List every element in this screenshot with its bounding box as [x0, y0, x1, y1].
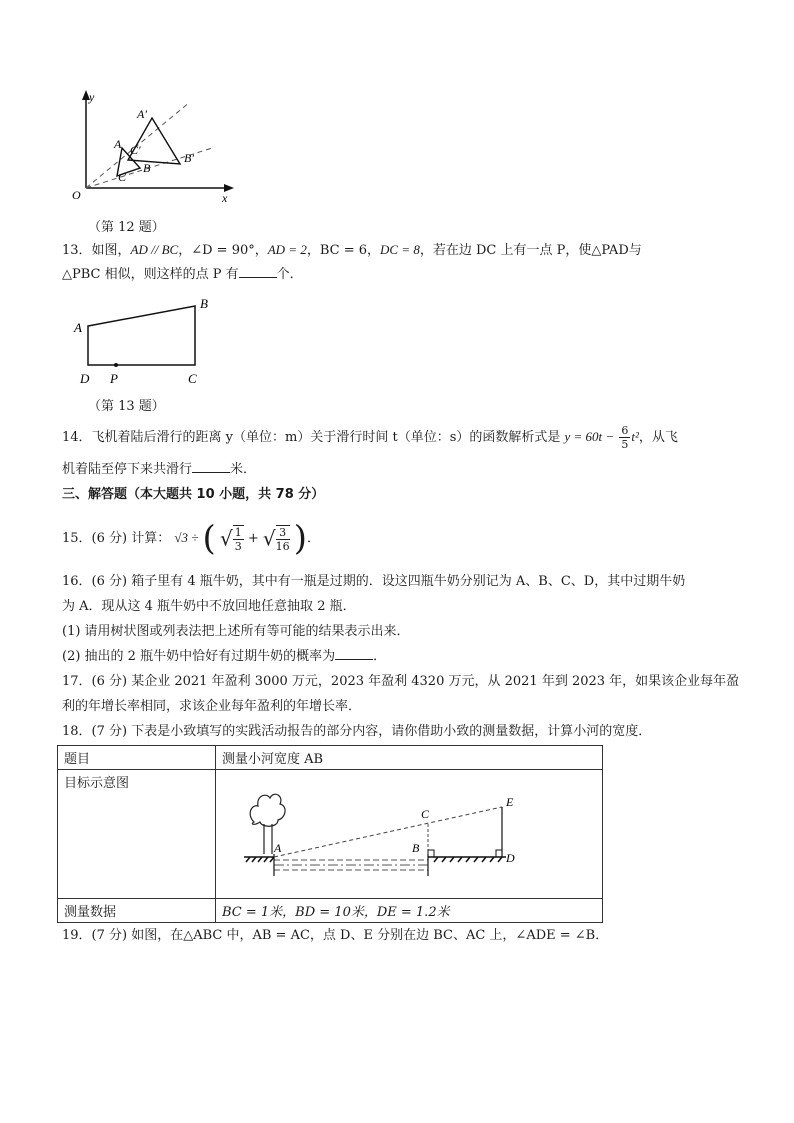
paren-left: (	[202, 518, 216, 559]
q14-line1: 14．飞机着陆后滑行的距离 y（单位：m）关于滑行时间 t（单位：s）的函数解析式是 y = 60t − $\frac{6}{5}$ t²，从飞	[62, 424, 678, 451]
report-table	[57, 745, 603, 923]
figure-q12	[62, 88, 237, 206]
sqrt-fraction-1-3: √ $\frac{1}{3}$	[219, 525, 242, 553]
answer-blank-q16[interactable]	[335, 647, 373, 660]
point-p	[114, 363, 118, 367]
q13-line1: 13．如图，AD // BC，∠D = 90°，AD = 2，BC = 6，DC = 8，若在边 DC 上有一点 P，使△PAD与	[62, 242, 642, 258]
caption-q13: （第 13 题）	[88, 399, 165, 414]
q16-sub1: (1) 请用树状图或列表法把上述所有等可能的结果表示出来．	[62, 624, 410, 639]
label-d: D	[80, 371, 90, 386]
label-a: A	[74, 320, 82, 335]
label-o: O	[72, 188, 81, 202]
label-a: A	[274, 841, 282, 855]
answer-blank-q14[interactable]	[192, 460, 230, 473]
q13-line2: △PBC 相似，则这样的点 P 有 个．	[62, 267, 303, 282]
sqrt-fraction-3-16: √ $\frac{3}{16}$	[262, 525, 290, 553]
label-c: C	[421, 807, 430, 821]
row-label-data: 测量数据	[58, 899, 216, 923]
q16-sub2: (2) 抽出的 2 瓶牛奶中恰好有过期牛奶的概率为 ．	[62, 649, 387, 664]
row-value-topic: 测量小河宽度 AB	[216, 746, 603, 770]
label-c-prime: C′	[130, 143, 141, 157]
label-b-prime: B′	[184, 151, 194, 165]
label-y: y	[89, 90, 95, 104]
label-b: B	[143, 161, 151, 175]
label-e: E	[506, 795, 514, 809]
right-angle-d	[496, 850, 502, 857]
section3-title: 三、解答题（本大题共 10 小题，共 78 分）	[62, 487, 325, 502]
label-a-prime: A′	[137, 107, 147, 121]
table-row	[58, 746, 603, 770]
answer-blank-q13[interactable]	[239, 265, 277, 278]
label-b: B	[200, 296, 208, 311]
caption-q12: （第 12 题）	[88, 220, 165, 235]
label-p: P	[110, 371, 118, 386]
paren-right: )	[293, 518, 308, 559]
row-label-diagram: 目标示意图	[58, 770, 216, 899]
label-b: B	[412, 841, 420, 855]
label-c: C	[188, 371, 197, 386]
q18-line1: 18．(7 分) 下表是小致填写的实践活动报告的部分内容，请你借助小致的测量数据，计算小河的宽度．	[62, 724, 652, 739]
table-row	[58, 899, 603, 923]
q16-line2: 为 A．现从这 4 瓶牛奶中不放回地任意抽取 2 瓶．	[62, 599, 356, 614]
q17-line1: 17．(6 分) 某企业 2021 年盈利 3000 万元，2023 年盈利 4320 万元，从 2021 年到 2023 年，如果该企业每年盈	[62, 674, 740, 689]
table-row	[58, 770, 603, 899]
q17-line2: 利的年增长率相同，求该企业每年盈利的年增长率．	[62, 699, 362, 714]
trapezoid-abcd	[88, 306, 195, 365]
sight-line-ae	[274, 807, 502, 857]
row-label-topic: 题目	[58, 746, 216, 770]
q14-line2: 机着陆至停下来共滑行 米．	[62, 462, 257, 477]
river-diagram	[216, 770, 596, 894]
q19-line1: 19．(7 分) 如图，在△ABC 中，AB = AC，点 D、E 分别在边 BC、AC 上，∠ADE = ∠B．	[62, 928, 609, 943]
figure-q13	[70, 290, 220, 390]
triangle-large	[128, 118, 180, 164]
row-value-data: BC = 1米，BD = 10米，DE = 1.2米	[216, 899, 603, 923]
label-c: C	[118, 170, 127, 184]
label-d: D	[506, 851, 515, 865]
row-value-diagram	[216, 770, 603, 899]
label-x: x	[222, 191, 228, 205]
q15-line: 15．(6 分) 计算： √3 ÷ ( √ $\frac{1}{3}$ + √ $\frac{3}{16}$ )．	[62, 518, 321, 559]
right-angle-b	[428, 850, 434, 857]
fraction-6-5: $\frac{6}{5}$	[621, 424, 629, 451]
q16-line1: 16．(6 分) 箱子里有 4 瓶牛奶，其中有一瓶是过期的．设这四瓶牛奶分别记为 A、B、C、D，其中过期牛奶	[62, 574, 686, 589]
label-a: A	[114, 137, 122, 151]
